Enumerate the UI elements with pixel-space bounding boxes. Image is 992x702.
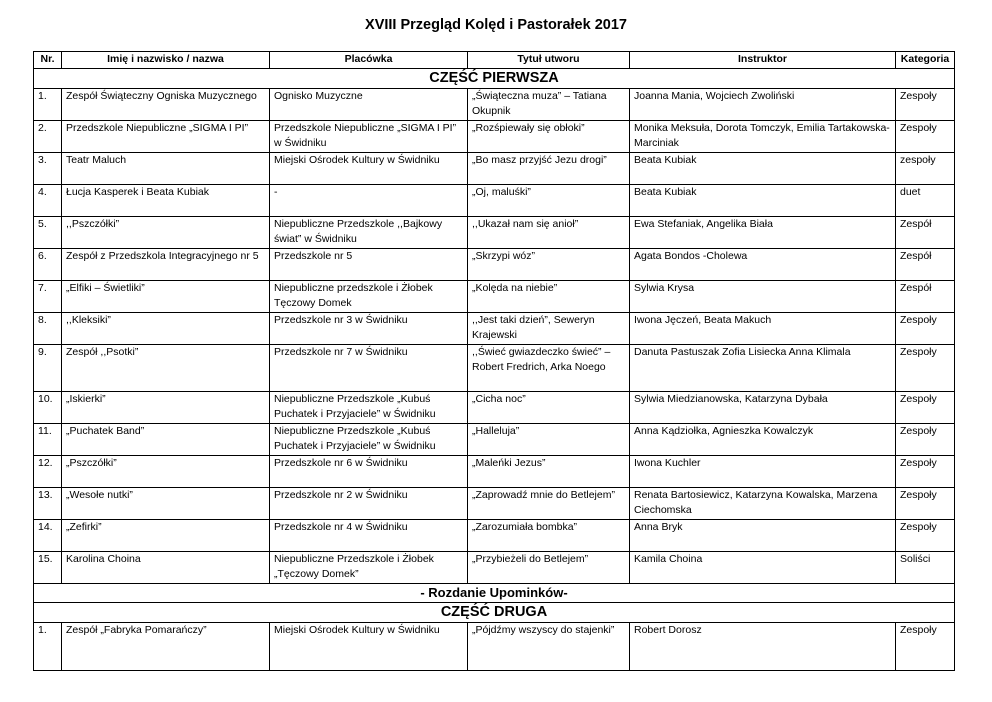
cell-category: Soliści (896, 552, 955, 584)
table-row (34, 488, 955, 520)
cell-nr: 5. (34, 217, 62, 249)
interlude-heading: - Rozdanie Upominków- (34, 584, 955, 603)
cell-nr: 9. (34, 345, 62, 392)
cell-name: Łucja Kasperek i Beata Kubiak (62, 185, 270, 217)
cell-nr: 3. (34, 153, 62, 185)
cell-nr: 1. (34, 623, 62, 671)
cell-school: Przedszkole nr 4 w Świdniku (270, 520, 468, 552)
cell-school: Przedszkole nr 3 w Świdniku (270, 313, 468, 345)
cell-school: Niepubliczne Przedszkole „Kubuś Puchatek i Przyjaciele” w Świdniku (270, 392, 468, 424)
cell-category: duet (896, 185, 955, 217)
cell-song: „Zaprowadź mnie do Betlejem” (468, 488, 630, 520)
cell-instructor: Sylwia Miedzianowska, Katarzyna Dybała (630, 392, 896, 424)
cell-nr: 13. (34, 488, 62, 520)
table-row (34, 217, 955, 249)
cell-instructor: Beata Kubiak (630, 153, 896, 185)
cell-name: „Elfiki – Świetliki” (62, 281, 270, 313)
table-row (34, 121, 955, 153)
cell-instructor: Robert Dorosz (630, 623, 896, 671)
program-table (33, 51, 955, 671)
cell-nr: 6. (34, 249, 62, 281)
cell-instructor: Kamila Choina (630, 552, 896, 584)
cell-instructor: Iwona Jęczeń, Beata Makuch (630, 313, 896, 345)
document-title: XVIII Przegląd Kolęd i Pastorałek 2017 (365, 17, 627, 33)
cell-name: Zespół z Przedszkola Integracyjnego nr 5 (62, 249, 270, 281)
cell-nr: 10. (34, 392, 62, 424)
cell-nr: 15. (34, 552, 62, 584)
cell-category: Zespół (896, 217, 955, 249)
cell-category: Zespoły (896, 424, 955, 456)
cell-song: „Rozśpiewały się obłoki” (468, 121, 630, 153)
cell-name: Przedszkole Niepubliczne „SIGMA I PI” (62, 121, 270, 153)
header-nr: Nr. (34, 52, 62, 69)
interlude-row (34, 584, 955, 603)
header-name: Imię i nazwisko / nazwa (62, 52, 270, 69)
section-row (34, 603, 955, 623)
cell-instructor: Sylwia Krysa (630, 281, 896, 313)
cell-nr: 8. (34, 313, 62, 345)
cell-school: Ognisko Muzyczne (270, 89, 468, 121)
cell-category: Zespoły (896, 89, 955, 121)
cell-category: Zespoły (896, 392, 955, 424)
header-row (34, 52, 955, 69)
cell-nr: 11. (34, 424, 62, 456)
table-row (34, 313, 955, 345)
header-category: Kategoria (896, 52, 955, 69)
cell-name: Zespół Świąteczny Ogniska Muzycznego (62, 89, 270, 121)
table-row (34, 392, 955, 424)
cell-song: „Maleńki Jezus” (468, 456, 630, 488)
cell-song: „Skrzypi wóz” (468, 249, 630, 281)
cell-school: Niepubliczne Przedszkole i Żłobek „Tęczowy Domek” (270, 552, 468, 584)
cell-category: Zespoły (896, 313, 955, 345)
cell-name: Zespół „Fabryka Pomarańczy” (62, 623, 270, 671)
cell-nr: 14. (34, 520, 62, 552)
cell-name: „Zefirki” (62, 520, 270, 552)
cell-category: zespoły (896, 153, 955, 185)
table-row (34, 424, 955, 456)
table-row (34, 345, 955, 392)
cell-instructor: Renata Bartosiewicz, Katarzyna Kowalska, Marzena Ciechomska (630, 488, 896, 520)
cell-name: „Wesołe nutki” (62, 488, 270, 520)
cell-category: Zespół (896, 281, 955, 313)
table-row (34, 456, 955, 488)
cell-song: „Przybieżeli do Betlejem” (468, 552, 630, 584)
cell-instructor: Anna Kądziołka, Agnieszka Kowalczyk (630, 424, 896, 456)
cell-song: „Halleluja” (468, 424, 630, 456)
cell-name: „Iskierki” (62, 392, 270, 424)
section-heading-part-one: CZĘŚĆ PIERWSZA (34, 69, 955, 89)
cell-school: Przedszkole nr 5 (270, 249, 468, 281)
table-row (34, 89, 955, 121)
cell-school: Przedszkole Niepubliczne „SIGMA I PI” w Świdniku (270, 121, 468, 153)
cell-school: Miejski Ośrodek Kultury w Świdniku (270, 623, 468, 671)
cell-instructor: Iwona Kuchler (630, 456, 896, 488)
cell-name: „Puchatek Band” (62, 424, 270, 456)
header-instructor: Instruktor (630, 52, 896, 69)
cell-category: Zespół (896, 249, 955, 281)
header-song: Tytuł utworu (468, 52, 630, 69)
cell-name: Teatr Maluch (62, 153, 270, 185)
cell-song: „Pójdźmy wszyscy do stajenki” (468, 623, 630, 671)
cell-nr: 4. (34, 185, 62, 217)
cell-school: Przedszkole nr 6 w Świdniku (270, 456, 468, 488)
table-row (34, 520, 955, 552)
cell-name: ,,Kleksiki” (62, 313, 270, 345)
cell-song: „Świąteczna muza” – Tatiana Okupnik (468, 89, 630, 121)
cell-nr: 2. (34, 121, 62, 153)
cell-category: Zespoły (896, 520, 955, 552)
cell-song: „Cicha noc” (468, 392, 630, 424)
cell-school: - (270, 185, 468, 217)
cell-song: „Bo masz przyjść Jezu drogi” (468, 153, 630, 185)
table-row (34, 623, 955, 671)
table-row (34, 185, 955, 217)
cell-school: Niepubliczne Przedszkole „Kubuś Puchatek i Przyjaciele” w Świdniku (270, 424, 468, 456)
section-row (34, 69, 955, 89)
cell-school: Miejski Ośrodek Kultury w Świdniku (270, 153, 468, 185)
cell-category: Zespoły (896, 345, 955, 392)
cell-instructor: Joanna Mania, Wojciech Zwoliński (630, 89, 896, 121)
cell-song: „Oj, maluśki” (468, 185, 630, 217)
cell-category: Zespoły (896, 121, 955, 153)
cell-nr: 7. (34, 281, 62, 313)
cell-category: Zespoły (896, 623, 955, 671)
cell-song: „Kolęda na niebie” (468, 281, 630, 313)
cell-instructor: Ewa Stefaniak, Angelika Biała (630, 217, 896, 249)
cell-song: ,,Jest taki dzień”, Seweryn Krajewski (468, 313, 630, 345)
cell-name: ,,Pszczółki” (62, 217, 270, 249)
cell-name: Karolina Choina (62, 552, 270, 584)
table-row (34, 153, 955, 185)
table-row (34, 281, 955, 313)
cell-school: Niepubliczne Przedszkole ,,Bajkowy świat” w Świdniku (270, 217, 468, 249)
table-row (34, 249, 955, 281)
cell-nr: 12. (34, 456, 62, 488)
cell-instructor: Danuta Pastuszak Zofia Lisiecka Anna Klimala (630, 345, 896, 392)
cell-song: ,,Świeć gwiazdeczko świeć” – Robert Fredrich, Arka Noego (468, 345, 630, 392)
cell-nr: 1. (34, 89, 62, 121)
cell-song: ,,Ukazał nam się anioł” (468, 217, 630, 249)
cell-school: Przedszkole nr 2 w Świdniku (270, 488, 468, 520)
cell-instructor: Beata Kubiak (630, 185, 896, 217)
cell-school: Przedszkole nr 7 w Świdniku (270, 345, 468, 392)
cell-category: Zespoły (896, 488, 955, 520)
cell-name: „Pszczółki” (62, 456, 270, 488)
table-row (34, 552, 955, 584)
cell-instructor: Agata Bondos -Cholewa (630, 249, 896, 281)
header-school: Placówka (270, 52, 468, 69)
cell-category: Zespoły (896, 456, 955, 488)
cell-song: „Zarozumiała bombka” (468, 520, 630, 552)
cell-instructor: Anna Bryk (630, 520, 896, 552)
cell-name: Zespół ,,Psotki” (62, 345, 270, 392)
section-heading-part-two: CZĘŚĆ DRUGA (34, 603, 955, 623)
cell-school: Niepubliczne przedszkole i Żłobek Tęczowy Domek (270, 281, 468, 313)
cell-instructor: Monika Meksuła, Dorota Tomczyk, Emilia Tartakowska-Marciniak (630, 121, 896, 153)
